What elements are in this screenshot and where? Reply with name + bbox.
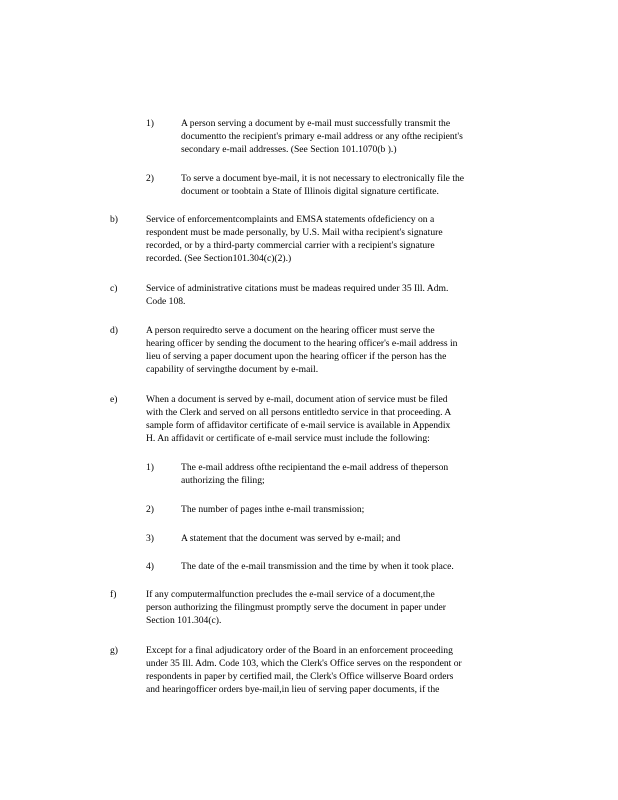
item-label: d)	[110, 325, 118, 336]
item-line: The date of the e-mail transmission and the time by when it took place.	[181, 561, 454, 572]
item-label: 1)	[146, 462, 154, 473]
item-line: with the Clerk and served on all persons entitledto service in that proceeding. A	[146, 407, 452, 418]
item-line: recorded, or by a third-party commercial carrier with a recipient's signature	[146, 240, 435, 251]
item-label: 2)	[146, 173, 154, 184]
item-label: f)	[110, 589, 117, 600]
item-line: capability of servingthe document by e-mail.	[146, 364, 319, 375]
item-label: 3)	[146, 533, 154, 544]
item-line: documentto the recipient's primary e-mail address or any ofthe recipient's	[181, 131, 463, 142]
item-label: 1)	[146, 118, 154, 129]
item-line: A person requiredto serve a document on the hearing officer must serve the	[146, 325, 435, 336]
item-line: A person serving a document by e-mail must successfully transmit the	[181, 118, 451, 129]
item-label: 4)	[146, 561, 154, 572]
item-label: b)	[110, 214, 118, 225]
item-line: sample form of affidavitor certificate of e-mail service is available in Appendix	[146, 420, 451, 431]
item-line: authorizing the filing;	[181, 475, 265, 486]
item-line: If any computermalfunction precludes the e-mail service of a document,the	[146, 589, 435, 600]
item-label: g)	[110, 645, 118, 656]
item-line: When a document is served by e-mail, document ation of service must be filed	[146, 394, 448, 405]
item-line: and hearingofficer orders bye-mail,in lieu of serving paper documents, if the	[146, 684, 440, 695]
item-line: hearing officer by sending the document to the hearing officer's e-mail address in	[146, 338, 458, 349]
item-label: 2)	[146, 504, 154, 515]
item-line: The e-mail address ofthe recipientand the e-mail address of theperson	[181, 462, 449, 473]
item-line: Service of administrative citations must be madeas required under 35 Ill. Adm.	[146, 283, 449, 294]
item-line: secondary e-mail addresses. (See Section 101.1070(b ).)	[181, 144, 397, 155]
item-line: Section 101.304(c).	[146, 615, 222, 626]
item-line: The number of pages inthe e-mail transmission;	[181, 504, 365, 515]
item-line: recorded. (See Section101.304(c)(2).)	[146, 253, 292, 264]
item-line: under 35 Ill. Adm. Code 103, which the Clerk's Office serves on the respondent or	[146, 658, 462, 669]
item-line: document or toobtain a State of Illinois digital signature certificate.	[181, 186, 439, 197]
item-line: respondents in paper by certified mail, the Clerk's Office willserve Board orders	[146, 671, 454, 682]
item-line: lieu of serving a paper document upon the hearing officer if the person has the	[146, 351, 447, 362]
item-line: Except for a final adjudicatory order of the Board in an enforcement proceeding	[146, 645, 453, 656]
item-line: To serve a document bye-mail, it is not necessary to electronically file the	[181, 173, 465, 184]
item-label: e)	[110, 394, 118, 405]
item-line: A statement that the document was served by e-mail; and	[181, 533, 401, 544]
item-label: c)	[110, 283, 118, 294]
item-line: H. An affidavit or certificate of e-mail service must include the following:	[146, 433, 430, 444]
item-line: Service of enforcementcomplaints and EMSA statements ofdeficiency on a	[146, 214, 435, 225]
item-line: person authorizing the filingmust promptly serve the document in paper under	[146, 602, 446, 613]
item-line: respondent must be made personally, by U.S. Mail witha recipient's signature	[146, 227, 443, 238]
item-line: Code 108.	[146, 296, 186, 307]
